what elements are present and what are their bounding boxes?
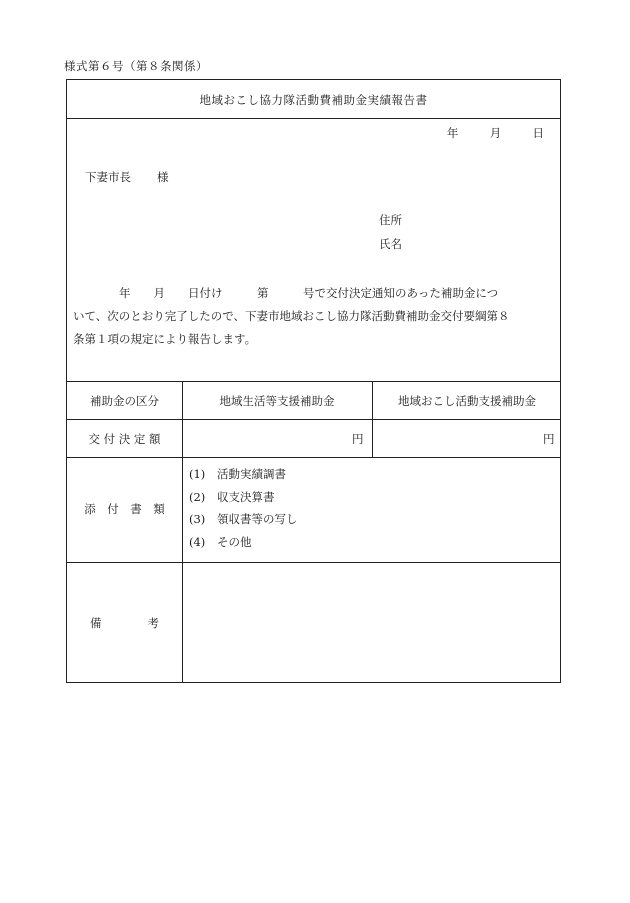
body-line: 条第１項の規定により報告します。 [73,332,257,346]
name-label: 氏名 [379,237,402,251]
divider [67,419,560,420]
category-header: 補助金の区分 [90,394,159,408]
list-item: (4) その他 [189,534,252,549]
form-number: 様式第６号（第８条関係） [64,59,208,73]
divider [67,118,560,119]
date-line [447,125,544,141]
remarks-field[interactable] [183,563,560,682]
list-item: (1) 活動実績調書 [189,467,286,481]
yen-unit: 円 [352,432,364,446]
category-local-living: 地域生活等支援補助金 [219,394,335,408]
addressee-honorific: 様 [157,170,169,184]
body-line: 年 月 日付け 第 号で交付決定通知のあった補助金につ [73,286,499,300]
date-month-label: 月 [489,126,502,140]
amount-label: 交 付 決 定 額 [88,432,161,446]
attachments-label: 添 付 書 類 [84,502,165,516]
category-regional-activity: 地域おこし活動支援補助金 [398,394,536,408]
date-year-label: 年 [446,126,459,140]
form-title: 地域おこし協力隊活動費補助金実績報告書 [199,93,428,107]
report-body [73,282,559,351]
divider [67,457,560,458]
report-form [66,79,561,683]
list-item: (2) 収支決算書 [189,489,275,504]
body-line: いて、次のとおり完了したので、下妻市地域おこし協力隊活動費補助金交付要綱第８ [73,309,510,323]
attachments-list [189,463,298,553]
addressee [85,169,169,185]
list-item: (3) 領収書等の写し [189,512,298,526]
addressee-name: 下妻市長 [85,170,131,184]
address-label: 住所 [379,213,402,227]
remarks-label: 備 考 [90,616,159,630]
yen-unit: 円 [543,432,555,446]
divider [67,381,560,382]
date-day-label: 日 [532,126,544,140]
